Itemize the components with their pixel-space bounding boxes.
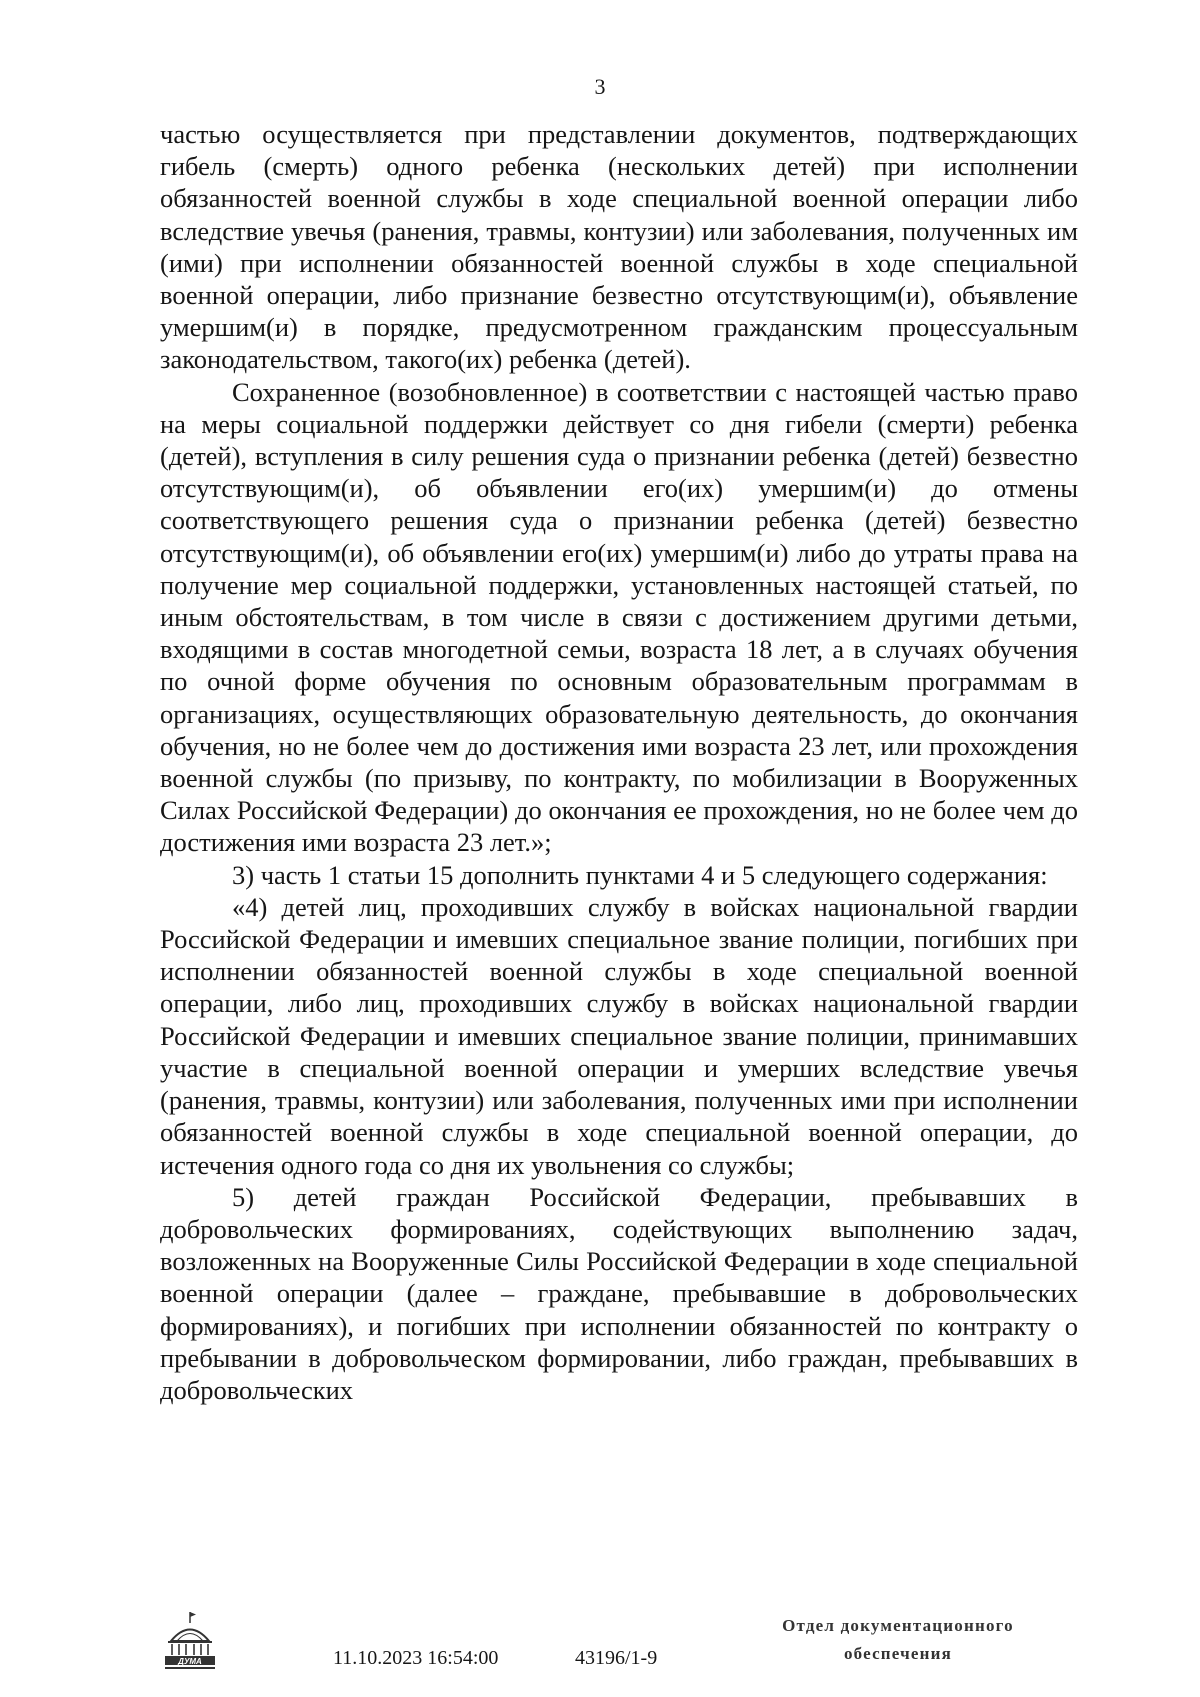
stamp-line: обеспечения: [843, 1644, 953, 1663]
duma-logo-icon: [162, 1610, 218, 1672]
footer-datetime: 11.10.2023 16:54:00: [333, 1647, 499, 1669]
page-number: 3: [594, 74, 606, 99]
paragraph: частью осуществляется при представлении документов, подтверждающих гибель (смерть) одного ребенка (нескольких детей) при исполнении обязанностей военной службы в ходе специальной военной операции либо вследствие увечья (ранения, травмы, контузии) или заболевания, полученных им (ими) при исполнении обязанностей военной службы в ходе специальной военной операции, либо признание безвестно отсутствующим(и), объявление умершим(и) в порядке, предусмотренном гражданским процессуальным законодательством, такого(их) ребенка (детей).: [160, 119, 1078, 375]
paragraph: 5) детей граждан Российской Федерации, пребывавших в добровольческих формированиях, содействующих выполнению задач, возложенных на Вооруженные Силы Российской Федерации в ходе специальной военной операции (далее – граждане, пребывавшие в добровольческих формированиях), и погибших при исполнении обязанностей по контракту о пребывании в добровольческом формировании, либо граждан, пребывавших в добровольческих: [160, 1181, 1078, 1405]
stamp-line: Отдел документационного: [782, 1616, 1014, 1635]
svg-text:ДУМА: ДУМА: [178, 1657, 202, 1666]
department-stamp: [738, 1612, 1058, 1668]
paragraph: 3) часть 1 статьи 15 дополнить пунктами 4 и 5 следующего содержания:: [232, 859, 1048, 890]
paragraph: Сохраненное (возобновленное) в соответствии с настоящей частью право на меры социальной поддержки действует со дня гибели (смерти) ребенка (детей), вступления в силу решения суда о признании ребенка (детей) безвестно отсутствующим(и), об объявлении его(их) умершим(и) до отмены соответствующего решения суда о признании ребенка (детей) безвестно отсутствующим(и), об объявлении его(их) умершим(и) либо до утраты права на получение мер социальной поддержки, установленных настоящей статьей, по иным обстоятельствам, в том числе в связи с достижением другими детьми, входящими в состав многодетной семьи, возраста 18 лет, а в случаях обучения по очной форме обучения по основным образовательным программам в организациях, осуществляющих образовательную деятельность, до окончания обучения, но не более чем до достижения ими возраста 23 лет, или прохождения военной службы (по призыву, по контракту, по мобилизации в Вооруженных Силах Российской Федерации) до окончания ее прохождения, но не более чем до достижения ими возраста 23 лет.»;: [160, 376, 1078, 858]
footer-doc-number: 43196/1-9: [575, 1647, 658, 1669]
paragraph: «4) детей лиц, проходивших службу в войсках национальной гвардии Российской Федерации и имевших специальное звание полиции, погибших при исполнении обязанностей военной службы в ходе специальной военной операции, либо лиц, проходивших службу в войсках национальной гвардии Российской Федерации и имевших специальное звание полиции, принимавших участие в специальной военной операции и умерших вследствие увечья (ранения, травмы, контузии) или заболевания, полученных ими при исполнении обязанностей военной службы в ходе специальной военной операции, до истечения одного года со дня их увольнения со службы;: [160, 891, 1078, 1180]
document-body: [160, 118, 1078, 1406]
